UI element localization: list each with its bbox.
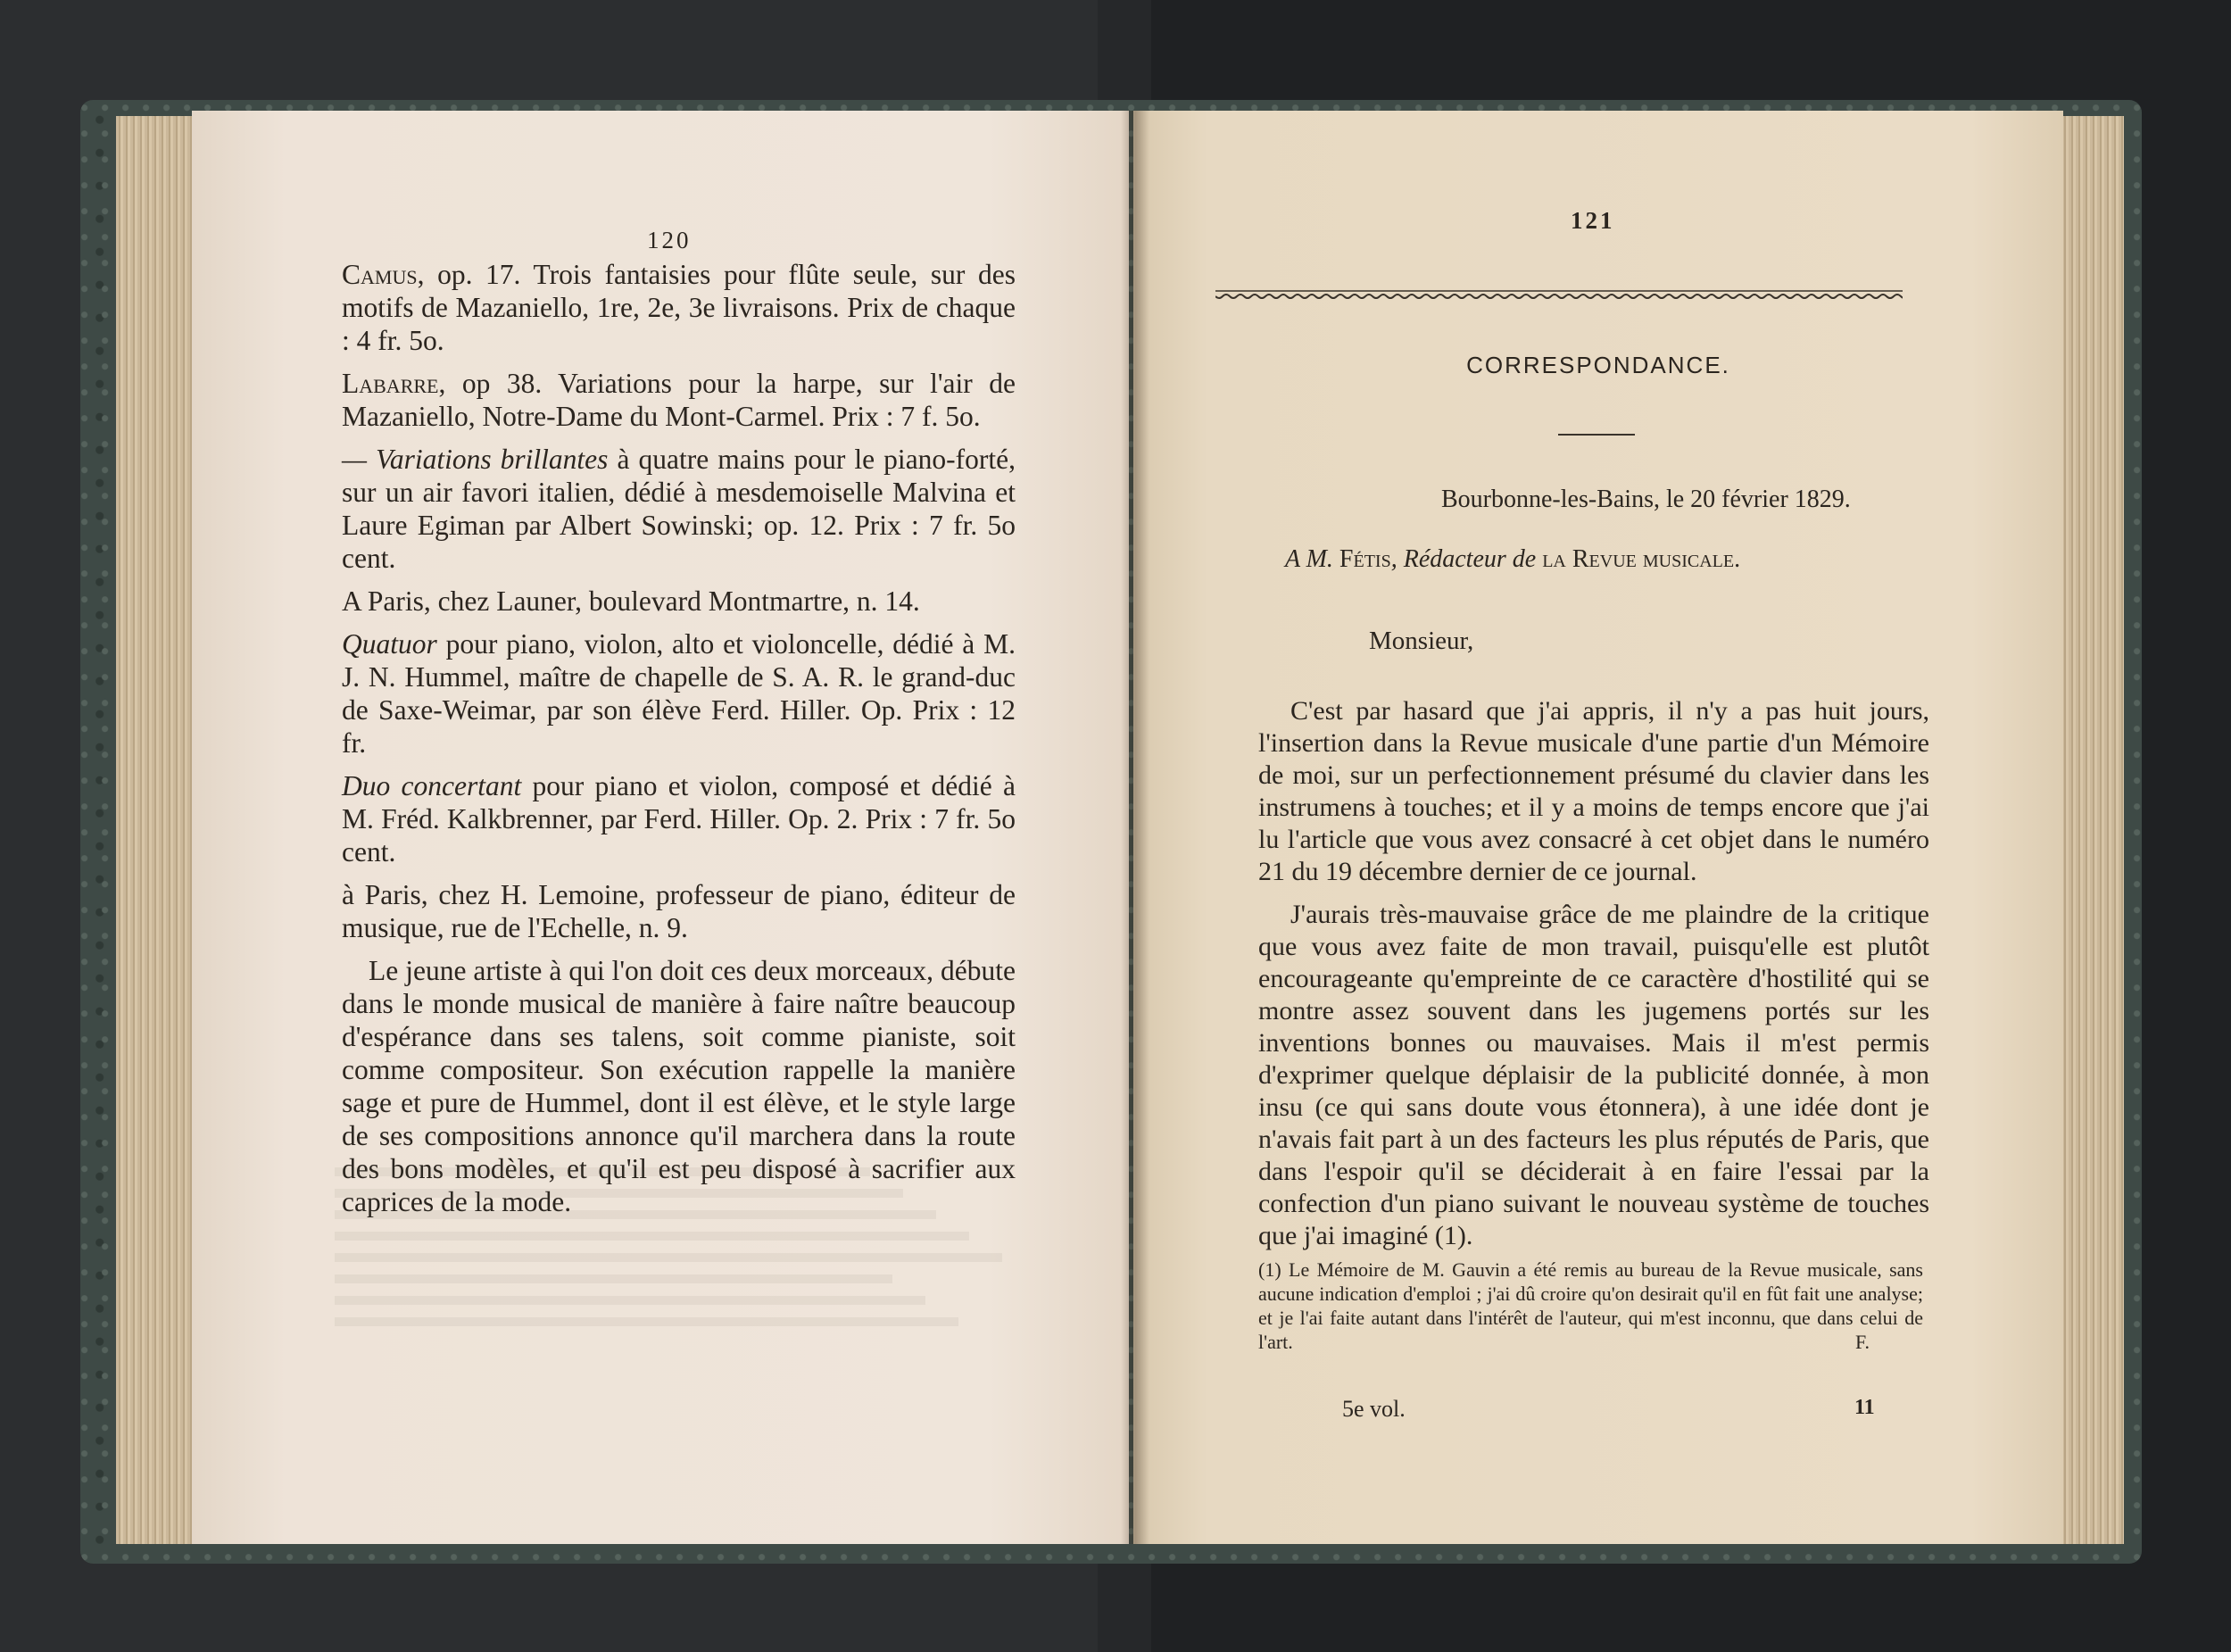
entry-text: à Paris, chez H. Lemoine, professeur de piano, éditeur de musique, rue de l'Echelle, n. 9. bbox=[342, 879, 1016, 943]
entry-author: Camus bbox=[342, 259, 418, 290]
short-rule bbox=[1558, 434, 1635, 436]
gathering-signature: 11 bbox=[1854, 1396, 1875, 1419]
footnote bbox=[1258, 1258, 1923, 1354]
show-through-line bbox=[335, 1274, 892, 1283]
address-prefix: A M. bbox=[1285, 545, 1333, 573]
letter-address bbox=[1285, 545, 1740, 574]
letter-paragraph: J'aurais très-mauvaise grâce de me plaindre de la critique que vous avez faite de mon travail, puisqu'elle est plutôt encourageante qu'empreinte de ce caractère d'hostilité qui se montre assez souvent dans les jugemens portés sur les inventions bonnes ou mauvaises. Mais il m'est permis d'exprimer quelque déplaisir de la publicité donnée, à mon insu (ce qui sans doute vous étonnera), à une idée dont je n'avais fait part à un des facteurs les plus réputés de Paris, que dans l'espoir qu'il se déciderait à en faire l'essai par la confection d'un piano suivant le nouveau système de touches que j'ai imaginé (1). bbox=[1258, 900, 1929, 1250]
catalog-entry bbox=[342, 769, 1016, 868]
left-page-number: 120 bbox=[647, 227, 692, 253]
catalog-entry bbox=[342, 367, 1016, 433]
entry-text: pour piano et violon, composé et dédié à M. Fréd. Kalkbrenner, par Ferd. Hiller. Op. 2. Prix : 7 fr. 5o cent. bbox=[342, 770, 1016, 868]
page-edges-right bbox=[2061, 116, 2124, 1544]
show-through-line bbox=[335, 1189, 903, 1198]
entry-author: Labarre bbox=[342, 368, 439, 399]
show-through-line bbox=[335, 1232, 969, 1241]
left-page-text bbox=[342, 258, 1016, 1228]
right-page bbox=[1133, 111, 2063, 1544]
right-page-text bbox=[1258, 695, 1929, 1263]
page-edges-left bbox=[116, 116, 201, 1544]
address-name: Fétis bbox=[1339, 545, 1391, 573]
left-page bbox=[192, 111, 1129, 1544]
entry-text: , op. 17. Trois fantaisies pour flûte seule, sur des motifs de Mazaniello, 1re, 2e, 3e livraisons. Prix de chaque : 4 fr. 5o. bbox=[342, 259, 1016, 356]
entry-text: A Paris, chez Launer, boulevard Montmartre, n. 14. bbox=[342, 585, 920, 617]
show-through-line bbox=[335, 1210, 936, 1219]
wavy-rule bbox=[1215, 289, 1903, 302]
dateline: Bourbonne-les-Bains, le 20 février 1829. bbox=[1441, 486, 1851, 513]
show-through-line bbox=[335, 1253, 1002, 1262]
volume-signature: 5e vol. bbox=[1342, 1396, 1406, 1422]
book-gutter bbox=[1121, 111, 1149, 1544]
entry-title: — Variations brillantes bbox=[342, 444, 609, 475]
show-through-line bbox=[335, 1317, 958, 1326]
show-through-text bbox=[335, 1155, 1022, 1339]
footnote-text: (1) Le Mémoire de M. Gauvin a été remis au bureau de la Revue musicale, sans aucune indication d'emploi ; j'ai dû croire qu'on desirait qu'il en fût fait une analyse; et je l'ai faite autant dans l'intérêt de l'auteur, qui m'est inconnu, que dans celui de l'art. bbox=[1258, 1258, 1923, 1353]
entry-title: Quatuor bbox=[342, 628, 437, 660]
show-through-line bbox=[335, 1296, 925, 1305]
section-heading: CORRESPONDANCE. bbox=[1466, 352, 1730, 378]
catalog-entry bbox=[342, 443, 1016, 575]
catalog-entry bbox=[342, 258, 1016, 357]
address-middle: , Rédacteur de bbox=[1390, 545, 1537, 573]
entry-text: Le jeune artiste à qui l'on doit ces deux morceaux, débute dans le monde musical de manière à faire naître beaucoup d'espérance dans ses talens, soit comme pianiste, soit comme compositeur. Son exécution rappelle la manière sage et pure de Hummel, dont il est élève, et le style large de ses compositions annonce qu'il marchera dans la route des bons modèles, et qu'il est peu disposé à sacrifier aux caprices de la mode. bbox=[342, 955, 1016, 1217]
footnote-sign: F. bbox=[1855, 1331, 1870, 1353]
entry-text: , op 38. Variations pour la harpe, sur l'air de Mazaniello, Notre-Dame du Mont-Carmel. Prix : 7 f. 5o. bbox=[342, 368, 1016, 432]
catalog-entry bbox=[342, 585, 1016, 618]
show-through-line bbox=[335, 1167, 870, 1176]
catalog-entry bbox=[342, 627, 1016, 760]
entry-text: à quatre mains pour le piano-forté, sur un air favori italien, dédié à mesdemoiselle Malvina et Laure Egiman par Albert Sowinski; op. 12. Prix : 7 fr. 5o cent. bbox=[342, 444, 1016, 574]
entry-title: Duo concertant bbox=[342, 770, 522, 801]
address-journal: la Revue musicale. bbox=[1542, 545, 1741, 573]
letter-paragraph: C'est par hasard que j'ai appris, il n'y a pas huit jours, l'insertion dans la Revue musicale d'une partie d'un Mémoire de moi, sur un perfectionnement présumé du clavier dans les instrumens à touches; et il y a moins de temps encore que j'ai lu l'article que vous avez consacré à cet objet dans le numéro 21 du 19 décembre dernier de ce journal. bbox=[1258, 696, 1929, 886]
salutation: Monsieur, bbox=[1369, 627, 1474, 655]
catalog-entry bbox=[342, 878, 1016, 944]
right-page-number: 121 bbox=[1571, 207, 1615, 234]
entry-text: pour piano, violon, alto et violoncelle, dédié à M. J. N. Hummel, maître de chapelle de S. A. R. le grand-duc de Saxe-Weimar, par son élève Ferd. Hiller. Op. Prix : 12 fr. bbox=[342, 628, 1016, 759]
